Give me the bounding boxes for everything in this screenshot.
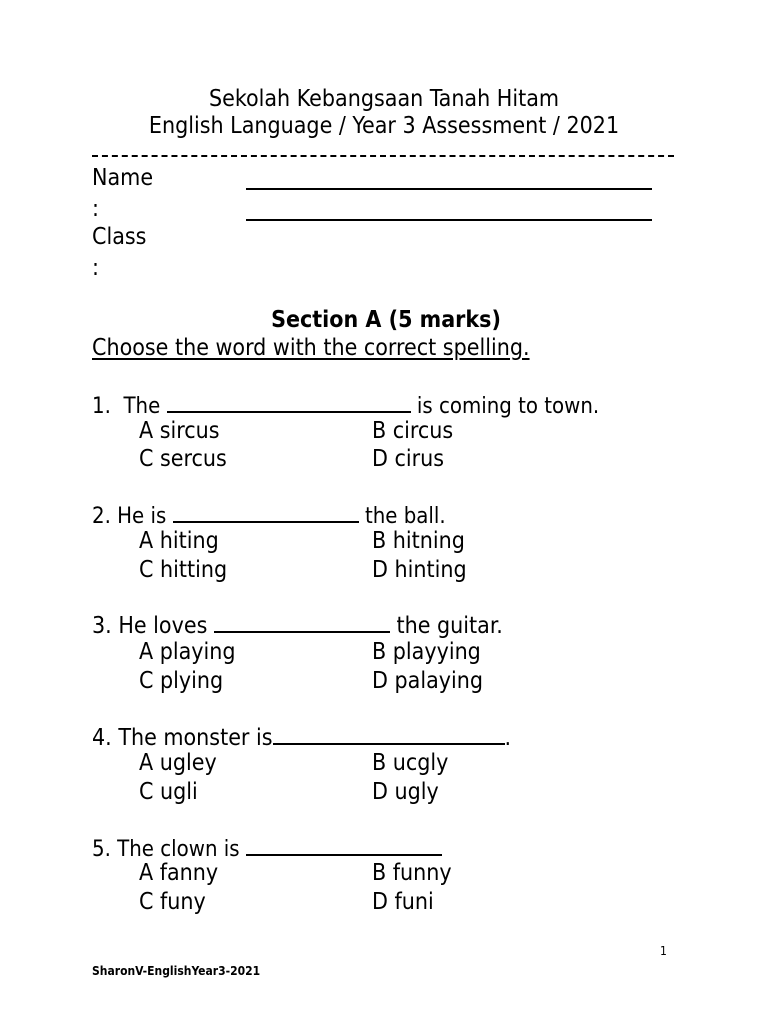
- question-number: 1.: [92, 394, 111, 419]
- option-b: B ucgly: [372, 750, 449, 776]
- name-line: [246, 188, 652, 190]
- question-4: [92, 723, 511, 752]
- question-1: [92, 391, 599, 420]
- option-c: C ugli: [139, 779, 198, 805]
- class-colon: :: [92, 255, 99, 281]
- option-c: C hitting: [139, 557, 228, 583]
- header-divider: [92, 155, 674, 157]
- option-a: A hiting: [139, 528, 219, 554]
- option-b: B playying: [372, 639, 481, 665]
- page-number: 1: [660, 944, 667, 958]
- question-number: 2.: [92, 504, 111, 529]
- question-text-before: The: [123, 394, 161, 419]
- footer-credit: SharonV-EnglishYear3-2021: [92, 964, 261, 978]
- option-d: D ugly: [372, 779, 439, 805]
- option-a: A fanny: [139, 860, 219, 886]
- school-name: Sekolah Kebangsaan Tanah Hitam: [208, 86, 560, 112]
- question-text-before: He is: [117, 504, 167, 529]
- option-d: D cirus: [372, 446, 445, 472]
- question-number: 5.: [92, 837, 111, 862]
- option-c: C funy: [139, 889, 206, 915]
- option-c: C sercus: [139, 446, 227, 472]
- question-3: [92, 611, 503, 640]
- name-colon: :: [92, 196, 99, 222]
- option-b: B hitning: [372, 528, 465, 554]
- option-a: A ugley: [139, 750, 217, 776]
- question-number: 3.: [92, 613, 112, 639]
- section-title: Section A (5 marks): [271, 307, 501, 333]
- option-a: A playing: [139, 639, 236, 665]
- option-b: B funny: [372, 860, 452, 886]
- assessment-title: English Language / Year 3 Assessment / 2021: [148, 113, 620, 139]
- question-5: [92, 834, 442, 863]
- question-text-after: the ball.: [364, 504, 446, 529]
- name-label: Name: [92, 165, 154, 191]
- class-label: Class: [92, 224, 147, 250]
- question-text-before: He loves: [118, 613, 208, 639]
- answer-blank: [167, 391, 411, 413]
- class-line: [246, 219, 652, 221]
- question-text-before: The monster is: [118, 725, 273, 751]
- instruction: Choose the word with the correct spelling.: [92, 335, 530, 361]
- option-c: C plying: [139, 668, 224, 694]
- option-d: D funi: [372, 889, 434, 915]
- answer-blank: [214, 611, 390, 633]
- option-d: D palaying: [372, 668, 484, 694]
- option-d: D hinting: [372, 557, 467, 583]
- option-a: A sircus: [139, 418, 220, 444]
- question-text-after: is coming to town.: [416, 394, 600, 419]
- option-b: B circus: [372, 418, 454, 444]
- answer-blank: [173, 501, 359, 523]
- answer-blank: [246, 834, 442, 856]
- question-text-after: the guitar.: [396, 613, 503, 639]
- question-text-after: .: [504, 725, 512, 751]
- question-text-before: The clown is: [117, 837, 240, 862]
- question-2: [92, 501, 446, 530]
- question-number: 4.: [92, 725, 112, 751]
- answer-blank: [273, 723, 505, 745]
